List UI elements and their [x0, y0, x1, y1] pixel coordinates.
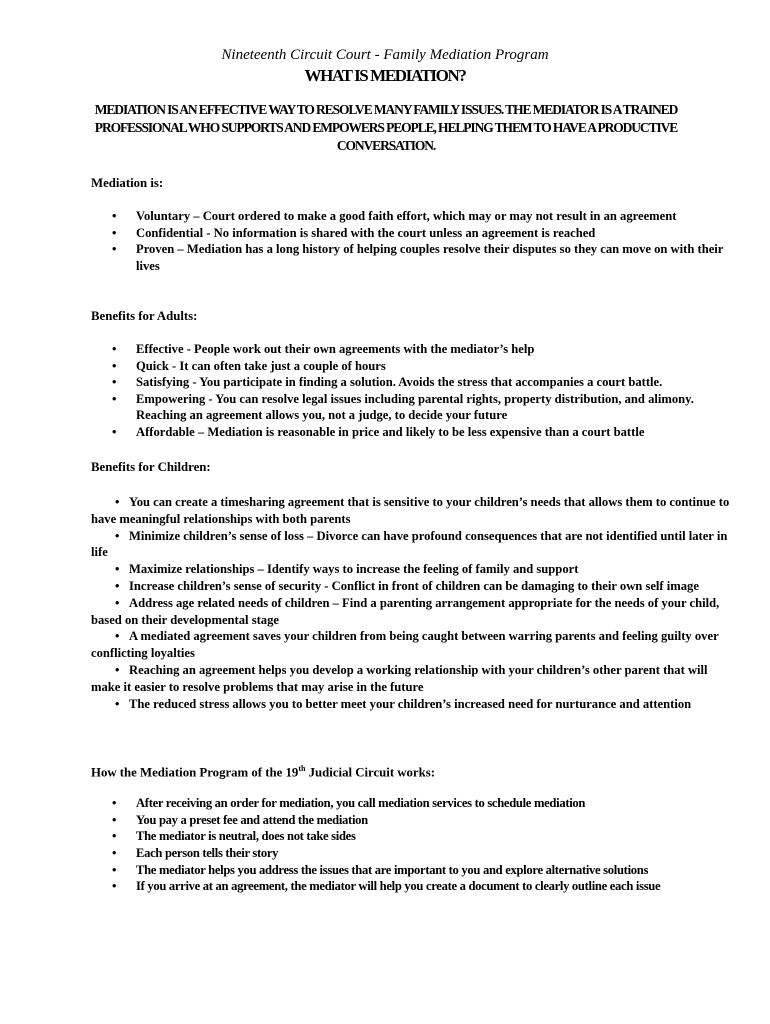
list-item: • Reaching an agreement helps you develop a working relationship with your children’s other parent that will make it easier to resolve problems that may arise in the future — [91, 662, 708, 694]
bullet-icon: • — [112, 225, 117, 240]
list-item: • Effective - People work out their own agreements with the mediator’s help — [112, 342, 535, 356]
list-item: • Minimize children’s sense of loss – Divorce can have profound consequences that are not identified until later in life — [91, 528, 728, 560]
section-heading: How the Mediation Program of the 19th Judicial Circuit works: — [91, 764, 435, 780]
section-how-it-works — [91, 764, 731, 895]
section-heading: Mediation is: — [91, 176, 164, 190]
section-mediation-is — [91, 176, 731, 274]
list-item: • Maximize relationships – Identify ways to increase the feeling of family and support — [115, 562, 579, 577]
list-item: • Satisfying - You participate in finding a solution. Avoids the stress that accompanies a court battle. — [112, 375, 663, 390]
bullet-icon: • — [112, 846, 117, 861]
list-item: • If you arrive at an agreement, the mediator will help you create a document to clearly outline each issue — [112, 879, 661, 894]
bullet-icon: • — [112, 358, 117, 373]
section-benefits-adults — [91, 309, 731, 441]
list-item: • Voluntary – Court ordered to make a good faith effort, which may or may not result in an agreement — [112, 209, 677, 223]
bullet-icon: • — [112, 424, 117, 439]
bullet-icon: • — [112, 812, 117, 827]
mediation-is-list — [91, 208, 731, 274]
bullet-icon: • — [115, 595, 120, 610]
bullet-icon: • — [115, 495, 120, 509]
bullet-icon: • — [112, 879, 117, 894]
list-item: • After receiving an order for mediation, you call mediation services to schedule mediation — [112, 796, 586, 811]
list-item: • Each person tells their story — [112, 846, 279, 861]
list-item: • Quick - It can often take just a couple of hours — [112, 358, 386, 373]
intro-paragraph: MEDIATION IS AN EFFECTIVE WAY TO RESOLVE MANY FAMILY ISSUES. THE MEDIATOR IS A TRAINED PROFESSIONAL WHO SUPPORTS AND EMPOWERS PEOPLE, HELPING THEM TO HAVE A PRODUCTIVE CONVERSATION. — [94, 102, 678, 153]
bullet-icon: • — [112, 209, 117, 223]
bullet-icon: • — [115, 696, 120, 711]
bullet-icon: • — [112, 829, 117, 844]
section-benefits-children-heading — [91, 460, 731, 475]
bullet-icon: • — [112, 391, 117, 406]
list-item: • Affordable – Mediation is reasonable in price and likely to be less expensive than a court battle — [112, 424, 645, 439]
list-item: • A mediated agreement saves your children from being caught between warring parents and feeling guilty over conflicting loyalties — [91, 629, 719, 661]
program-header: Nineteenth Circuit Court - Family Mediation Program — [221, 47, 549, 63]
list-item: • The reduced stress allows you to better meet your children’s increased need for nurturance and attention — [115, 696, 692, 711]
list-item: • Empowering - You can resolve legal issues including parental rights, property distribution, and alimony. Reaching an agreement allows you, not a judge, to decide your future — [112, 391, 694, 423]
how-it-works-list — [91, 795, 731, 895]
bullet-icon: • — [115, 662, 120, 677]
list-item: • Address age related needs of children – Find a parenting arrangement appropriate for the needs of your child, based on their developmental stage — [91, 595, 720, 627]
bullet-icon: • — [112, 342, 117, 356]
bullet-icon: • — [115, 528, 120, 543]
benefits-children-list — [91, 494, 731, 712]
page-title: WHAT IS MEDIATION? — [304, 66, 466, 85]
benefits-adults-list — [91, 341, 731, 441]
bullet-icon: • — [112, 862, 117, 877]
list-item: • You pay a preset fee and attend the mediation — [112, 812, 368, 827]
bullet-icon: • — [115, 562, 120, 577]
section-heading: Benefits for Adults: — [91, 309, 198, 323]
section-heading: Benefits for Children: — [91, 460, 211, 474]
bullet-icon: • — [112, 242, 117, 257]
list-item: • Increase children’s sense of security - Conflict in front of children can be damaging to their own self image — [115, 578, 699, 593]
list-item: • Confidential - No information is shared with the court unless an agreement is reached — [112, 225, 596, 240]
bullet-icon: • — [115, 629, 120, 644]
list-item: • You can create a timesharing agreement that is sensitive to your children’s needs that allows them to continue to have meaningful relationships with both parents — [91, 495, 730, 526]
list-item: • The mediator helps you address the issues that are important to you and explore alternative solutions — [112, 862, 649, 877]
list-item: • The mediator is neutral, does not take sides — [112, 829, 356, 844]
bullet-icon: • — [115, 578, 120, 593]
list-item: • Proven – Mediation has a long history of helping couples resolve their disputes so they can move on with their lives — [112, 242, 724, 273]
bullet-icon: • — [112, 375, 117, 390]
bullet-icon: • — [112, 796, 117, 811]
